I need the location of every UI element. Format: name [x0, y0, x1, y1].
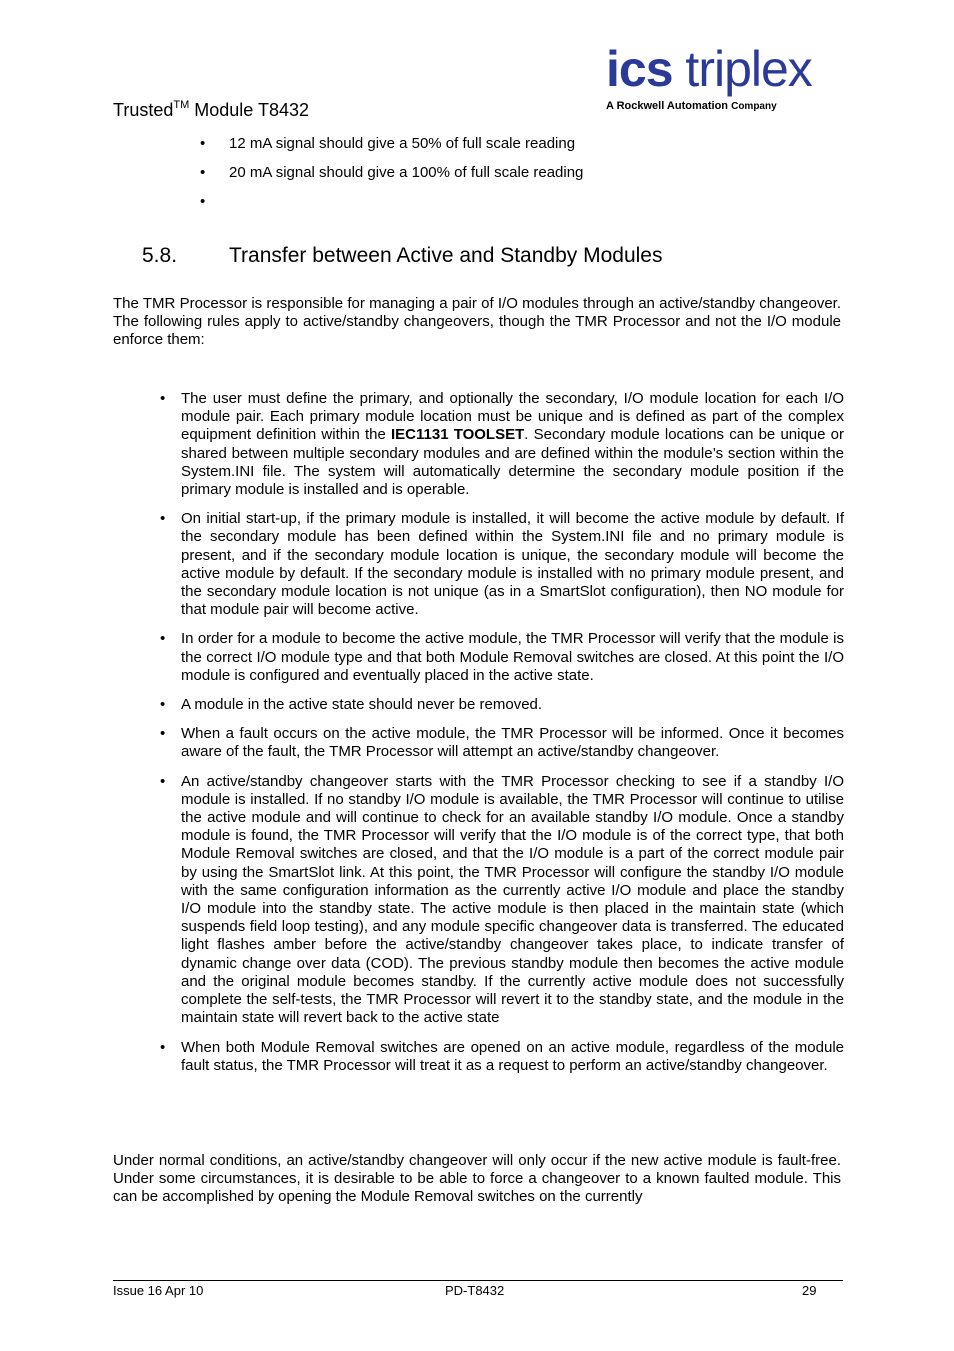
title-suffix: Module T8432 — [189, 100, 310, 120]
list-item: • When both Module Removal switches are opened on an active module, regardless of the module fault status, the TMR Processor will treat it as a request to perform an active/standby changeover. — [160, 1039, 844, 1075]
footer-doc-id: PD-T8432 — [445, 1283, 505, 1298]
list-item: • A module in the active state should never be removed. — [160, 696, 844, 714]
toolset-name: IEC1131 TOOLSET — [390, 426, 525, 444]
list-item: • 12 mA signal should give a 50% of full scale reading — [200, 134, 583, 163]
logo-triplex-text: triplex — [685, 41, 812, 97]
list-item — [200, 192, 583, 221]
rule-text: The user must define the primary, and optionally the secondary, I/O module location for each I/O module pair. Each primary module location must be unique and is defined as part of the complex equipment definition within the — [181, 390, 844, 444]
intro-paragraph: The TMR Processor is responsible for managing a pair of I/O modules through an active/standby changeover. The following rules apply to active/standby changeovers, though the TMR Processor and not the I/O module enforce them: — [113, 295, 841, 349]
closing-paragraph: Under normal conditions, an active/standby changeover will only occur if the new active module is fault-free. Under some circumstances, it is desirable to be able to force a changeover to a known faulted module. This can be accomplished by opening the Module Removal switches on the currently — [113, 1152, 841, 1206]
logo-company: Company — [731, 101, 777, 112]
section-heading — [142, 244, 662, 268]
list-item: • When a fault occurs on the active module, the TMR Processor will be informed. Once it becomes aware of the fault, the TMR Processor will attempt an active/standby changeover. — [160, 725, 844, 761]
ics-triplex-logo — [606, 41, 846, 124]
logo-tagline: A Rockwell Automation — [606, 100, 729, 112]
list-item: • 20 mA signal should give a 100% of full scale reading — [200, 163, 583, 192]
list-item: • On initial start-up, if the primary module is installed, it will become the active module by default. If the secondary module has been defined within the System.INI file and no primary module is present, and if the secondary module location is unique, the secondary module will become the active module by default. If the secondary module is installed with no primary module present, and the secondary module location is not unique (as in a SmartSlot configuration), then NO module for that module pair will become active. — [160, 510, 844, 619]
changeover-rules-list — [160, 390, 844, 1086]
rule-text: . Secondary module locations can be unique or shared between multiple secondary modules and are defined within the module’s section within the System.INI file. The system will automatically determine the secondary module position if the primary module is installed and is operable. — [181, 426, 844, 499]
page-number: 29 — [802, 1283, 817, 1298]
document-title — [113, 99, 309, 121]
footer-divider — [113, 1280, 843, 1281]
section-title: Transfer between Active and Standby Modules — [229, 244, 663, 267]
section-number: 5.8. — [142, 244, 178, 267]
footer-issue: Issue 16 Apr 10 — [113, 1283, 204, 1298]
calibration-bullet-list — [200, 134, 583, 221]
list-item: • In order for a module to become the active module, the TMR Processor will verify that the module is the correct I/O module type and that both Module Removal switches are closed. At this point the I/O module is configured and eventually placed in the active state. — [160, 630, 844, 685]
list-item: • An active/standby changeover starts with the TMR Processor checking to see if a standby I/O module is installed. If no standby I/O module is available, the TMR Processor will continue to utilise the active module and will continue to check for an available standby I/O module. Once a standby module is found, the TMR Processor will verify that the I/O module is of the correct type, that both Module Removal switches are closed, and that the I/O module is a part of the correct module pair by using the SmartSlot link. At this point, the TMR Processor will configure the standby I/O module with the same configuration information as the currently active I/O module and place the standby I/O module into the standby state. The active module is then placed in the maintain state (which suspends field loop testing), and any module specific changeover data is transferred. The educated light flashes amber before the active/standby changeover takes place, to indicate transfer of dynamic change over data (COD). The previous standby module then becomes the active module and the original module becomes standby. If the currently active module does not successfully complete the self-tests, the TMR Processor will revert it to the standby state, and the module in the maintain state will revert back to the active state — [160, 773, 844, 1028]
title-prefix: Trusted — [113, 100, 174, 120]
trademark-superscript: TM — [173, 99, 190, 111]
list-item — [160, 390, 844, 499]
logo-ics-text: ics — [606, 41, 673, 97]
